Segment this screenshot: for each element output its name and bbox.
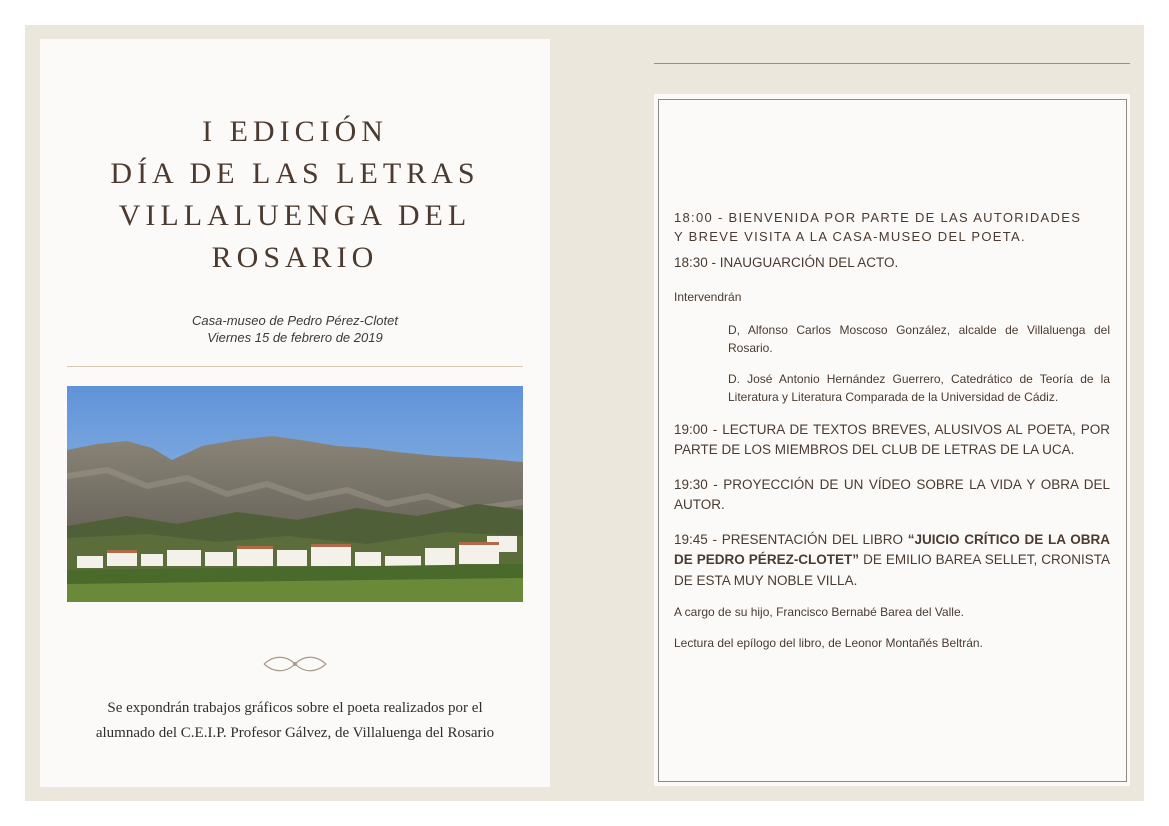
event-welcome-line-1: 18:00 - BIENVENIDA POR PARTE DE LAS AUTORIDADES [674, 210, 1082, 225]
header-rule [654, 63, 1130, 64]
book-presentation-intro: 19:45 - PRESENTACIÓN DEL LIBRO [674, 531, 908, 547]
title-line-town: VILLALUENGA DEL [118, 199, 472, 232]
title-line-event: DÍA DE LAS LETRAS [110, 157, 480, 190]
flourish-ornament [260, 653, 330, 675]
book-title: “JUICIO CRÍTICO DE LA OBRA DE PEDRO PÉREZ-CLOTET” [674, 531, 1110, 567]
speaker-mayor: D, Alfonso Carlos Moscoso González, alcalde de Villaluenga del Rosario. [728, 322, 1110, 355]
note-presenter: A cargo de su hijo, Francisco Bernabé Barea del Valle. [674, 605, 964, 619]
event-book-presentation [674, 530, 1110, 592]
event-readings: 19:00 - LECTURA DE TEXTOS BREVES, ALUSIVOS AL POETA, POR PARTE DE LOS MIEMBROS DEL CLUB DE LETRAS DE LA UCA. [674, 421, 1110, 457]
exhibition-note [40, 696, 550, 746]
venue-block [40, 312, 550, 346]
event-title [40, 111, 550, 279]
exhibition-line-1: Se expondrán trabajos gráficos sobre el poeta realizados por el [107, 700, 483, 716]
event-date: Viernes 15 de febrero de 2019 [207, 330, 383, 345]
event-video: 19:30 - PROYECCIÓN DE UN VÍDEO SOBRE LA VIDA Y OBRA DEL AUTOR. [674, 476, 1110, 512]
note-epilogue: Lectura del epílogo del libro, de Leonor Montañés Beltrán. [674, 636, 983, 650]
title-line-edition: I EDICIÓN [202, 115, 388, 148]
divider [67, 366, 523, 367]
village-photo [67, 386, 523, 602]
program-schedule [674, 208, 1110, 652]
speaker-professor: D. José Antonio Hernández Guerrero, Catedrático de Teoría de la Literatura y Literatura Comparada de la Universidad de Cádiz. [728, 371, 1110, 404]
venue-name: Casa-museo de Pedro Pérez-Clotet [192, 313, 398, 328]
speakers-heading: Intervendrán [674, 289, 742, 304]
cover-page [40, 39, 550, 787]
exhibition-line-2: alumnado del C.E.I.P. Profesor Gálvez, de Villaluenga del Rosario [95, 725, 495, 741]
event-opening: 18:30 - INAUGUARCIÓN DEL ACTO. [674, 255, 899, 270]
event-welcome-line-2: Y BREVE VISITA A LA CASA-MUSEO DEL POETA. [674, 229, 1026, 244]
title-line-town-end: ROSARIO [211, 241, 379, 274]
book-author: DE EMILIO BAREA SELLET, CRONISTA DE ESTA MUY NOBLE VILLA. [674, 552, 1110, 588]
